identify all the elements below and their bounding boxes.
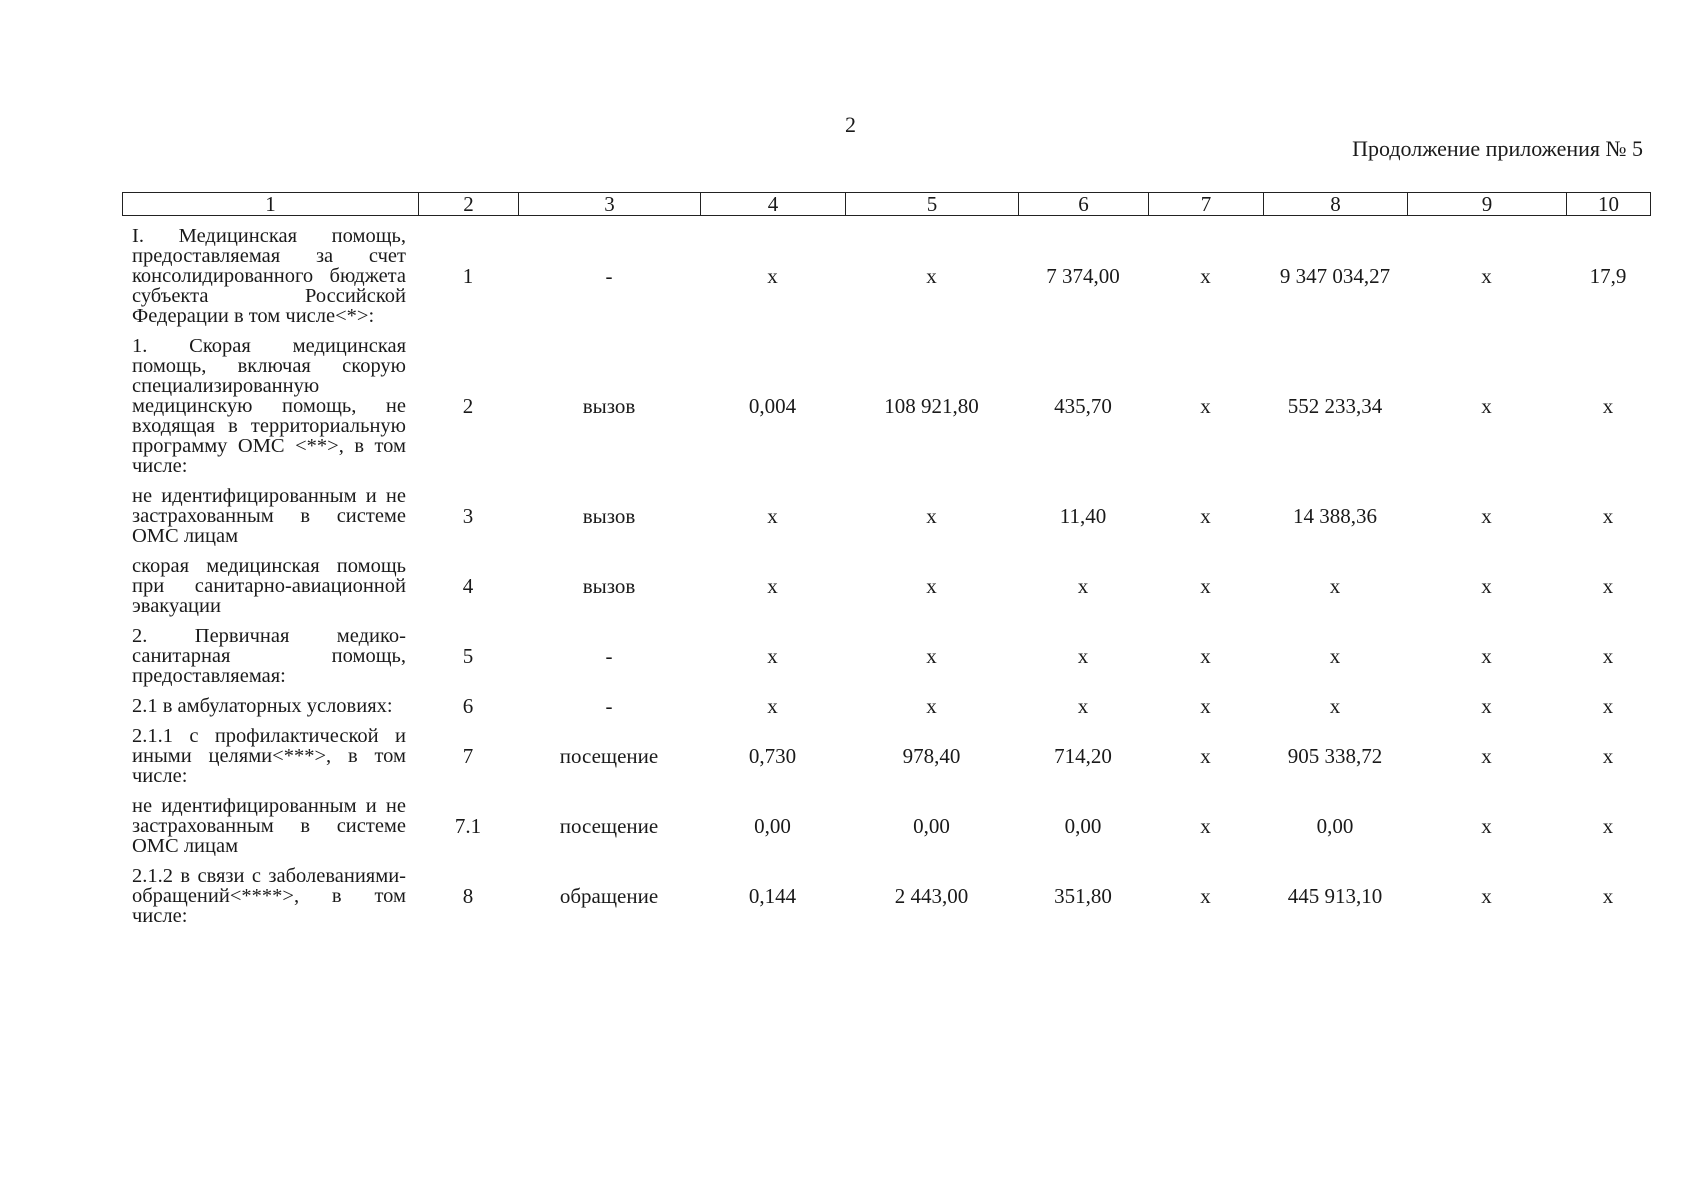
row-cell-col-6: 7 374,00 bbox=[1046, 264, 1120, 288]
row-description: скорая медицинская помощь при санитарно-авиационной эвакуации bbox=[132, 555, 406, 617]
row-cell-col-8: 445 913,10 bbox=[1287, 884, 1383, 908]
row-description: 2.1.1 с профилактической и иными целями<***>, в том числе: bbox=[132, 725, 406, 787]
row-cell-col-10: х bbox=[1602, 744, 1614, 768]
row-cell-col-3: - bbox=[605, 694, 613, 718]
row-cell-col-8: х bbox=[1329, 574, 1341, 598]
row-cell-col-2: 2 bbox=[462, 394, 474, 418]
row-cell-col-5: х bbox=[926, 264, 937, 288]
row-cell-col-10: х bbox=[1602, 884, 1614, 908]
row-cell-col-6: 714,20 bbox=[1054, 744, 1112, 768]
row-cell-col-10: х bbox=[1602, 814, 1614, 838]
row-cell-col-5: 108 921,80 bbox=[884, 394, 979, 418]
row-description: не идентифицированным и не застрахованным в системе ОМС лицам bbox=[132, 485, 406, 547]
row-cell-col-3: посещение bbox=[559, 744, 659, 768]
row-cell-col-7: х bbox=[1200, 394, 1211, 418]
row-cell-col-2: 1 bbox=[462, 264, 474, 288]
row-cell-col-10: х bbox=[1602, 574, 1614, 598]
row-cell-col-3: вызов bbox=[582, 504, 636, 528]
row-cell-col-8: 9 347 034,27 bbox=[1279, 264, 1391, 288]
row-cell-col-3: вызов bbox=[582, 574, 636, 598]
row-cell-col-9: х bbox=[1481, 814, 1492, 838]
row-cell-col-2: 7 bbox=[462, 744, 474, 768]
row-description: 1. Скорая медицинская помощь, включая скорую специализированную медицинскую помощь, не входящая в территориальную программу ОМС <**>, в том числе: bbox=[132, 335, 406, 477]
column-number-7: 7 bbox=[1149, 193, 1264, 216]
row-cell-col-3: - bbox=[605, 644, 613, 668]
row-cell-col-6: х bbox=[1077, 574, 1089, 598]
row-cell-col-10: 17,9 bbox=[1589, 264, 1627, 288]
column-number-6: 6 bbox=[1019, 193, 1149, 216]
row-cell-col-8: 552 233,34 bbox=[1287, 394, 1383, 418]
row-cell-col-7: х bbox=[1200, 694, 1211, 718]
row-cell-col-9: х bbox=[1481, 644, 1492, 668]
row-cell-col-10: х bbox=[1602, 394, 1614, 418]
row-cell-col-3: посещение bbox=[559, 814, 659, 838]
row-cell-col-7: х bbox=[1200, 504, 1211, 528]
row-cell-col-9: х bbox=[1481, 394, 1492, 418]
table-row bbox=[122, 486, 1650, 556]
row-cell-col-4: 0,004 bbox=[748, 394, 797, 418]
row-cell-col-4: х bbox=[767, 264, 778, 288]
row-cell-col-4: 0,00 bbox=[754, 814, 791, 838]
table-row bbox=[122, 556, 1650, 626]
row-cell-col-4: х bbox=[767, 644, 778, 668]
row-cell-col-9: х bbox=[1481, 504, 1492, 528]
row-cell-col-5: 0,00 bbox=[913, 814, 950, 838]
row-cell-col-9: х bbox=[1481, 574, 1492, 598]
row-cell-col-2: 6 bbox=[462, 694, 474, 718]
table-body bbox=[122, 226, 1650, 936]
row-cell-col-2: 3 bbox=[462, 504, 474, 528]
page-number: 2 bbox=[845, 112, 856, 137]
column-number-2: 2 bbox=[419, 193, 519, 216]
table-row bbox=[122, 696, 1650, 726]
column-number-3: 3 bbox=[519, 193, 701, 216]
row-cell-col-5: 2 443,00 bbox=[894, 884, 969, 908]
row-cell-col-8: х bbox=[1329, 694, 1341, 718]
row-description: 2. Первичная медико-санитарная помощь, предоставляемая: bbox=[132, 625, 406, 687]
row-description: 2.1 в амбулаторных условиях: bbox=[132, 695, 393, 717]
row-cell-col-6: 0,00 bbox=[1064, 814, 1102, 838]
table-row bbox=[122, 726, 1650, 796]
row-cell-col-3: вызов bbox=[582, 394, 636, 418]
table-row bbox=[122, 336, 1650, 486]
row-cell-col-5: х bbox=[926, 504, 937, 528]
row-cell-col-8: 14 388,36 bbox=[1293, 504, 1377, 528]
row-cell-col-8: 0,00 bbox=[1316, 814, 1354, 838]
row-cell-col-6: 351,80 bbox=[1054, 884, 1112, 908]
row-cell-col-5: х bbox=[926, 694, 937, 718]
row-cell-col-9: х bbox=[1481, 264, 1492, 288]
column-number-header bbox=[122, 192, 1651, 216]
row-cell-col-2: 4 bbox=[462, 574, 474, 598]
row-cell-col-4: х bbox=[767, 694, 778, 718]
row-description: I. Медицинская помощь, предоставляемая за счет консолидированного бюджета субъекта Российской Федерации в том числе<*>: bbox=[132, 225, 406, 327]
row-cell-col-7: х bbox=[1200, 574, 1211, 598]
table-row bbox=[122, 796, 1650, 866]
row-cell-col-4: 0,730 bbox=[748, 744, 797, 768]
row-cell-col-4: х bbox=[767, 504, 778, 528]
row-cell-col-6: 435,70 bbox=[1054, 394, 1112, 418]
row-cell-col-7: х bbox=[1200, 264, 1211, 288]
row-cell-col-10: х bbox=[1602, 694, 1614, 718]
row-cell-col-2: 7.1 bbox=[454, 814, 482, 838]
data-table bbox=[122, 226, 1650, 936]
row-cell-col-6: 11,40 bbox=[1059, 504, 1107, 528]
column-number-10: 10 bbox=[1567, 193, 1651, 216]
row-cell-col-2: 8 bbox=[462, 884, 474, 908]
row-cell-col-9: х bbox=[1481, 744, 1492, 768]
row-cell-col-5: х bbox=[926, 644, 937, 668]
table-row bbox=[122, 226, 1650, 336]
appendix-continuation-label: Продолжение приложения № 5 bbox=[1352, 136, 1643, 161]
row-cell-col-7: х bbox=[1200, 814, 1211, 838]
column-number-4: 4 bbox=[701, 193, 846, 216]
row-cell-col-9: х bbox=[1481, 884, 1492, 908]
row-cell-col-8: х bbox=[1329, 644, 1341, 668]
row-cell-col-9: х bbox=[1481, 694, 1492, 718]
table-row bbox=[122, 626, 1650, 696]
table-row bbox=[122, 866, 1650, 936]
column-number-5: 5 bbox=[846, 193, 1019, 216]
column-number-9: 9 bbox=[1408, 193, 1567, 216]
row-cell-col-6: х bbox=[1077, 644, 1089, 668]
column-number-8: 8 bbox=[1264, 193, 1408, 216]
row-cell-col-7: х bbox=[1200, 884, 1211, 908]
row-description: 2.1.2 в связи с заболеваниями-обращений<****>, в том числе: bbox=[132, 865, 406, 927]
row-cell-col-7: х bbox=[1200, 744, 1211, 768]
row-cell-col-3: - bbox=[605, 264, 613, 288]
row-cell-col-10: х bbox=[1602, 644, 1614, 668]
row-cell-col-4: 0,144 bbox=[748, 884, 797, 908]
column-number-1: 1 bbox=[123, 193, 419, 216]
row-cell-col-2: 5 bbox=[462, 644, 474, 668]
row-cell-col-7: х bbox=[1200, 644, 1211, 668]
row-description: не идентифицированным и не застрахованным в системе ОМС лицам bbox=[132, 795, 406, 857]
row-cell-col-8: 905 338,72 bbox=[1287, 744, 1383, 768]
row-cell-col-6: х bbox=[1077, 694, 1089, 718]
row-cell-col-3: обращение bbox=[559, 884, 659, 908]
row-cell-col-4: х bbox=[767, 574, 778, 598]
row-cell-col-10: х bbox=[1602, 504, 1614, 528]
row-cell-col-5: х bbox=[926, 574, 937, 598]
column-number-row bbox=[123, 193, 1651, 216]
row-cell-col-5: 978,40 bbox=[902, 744, 961, 768]
